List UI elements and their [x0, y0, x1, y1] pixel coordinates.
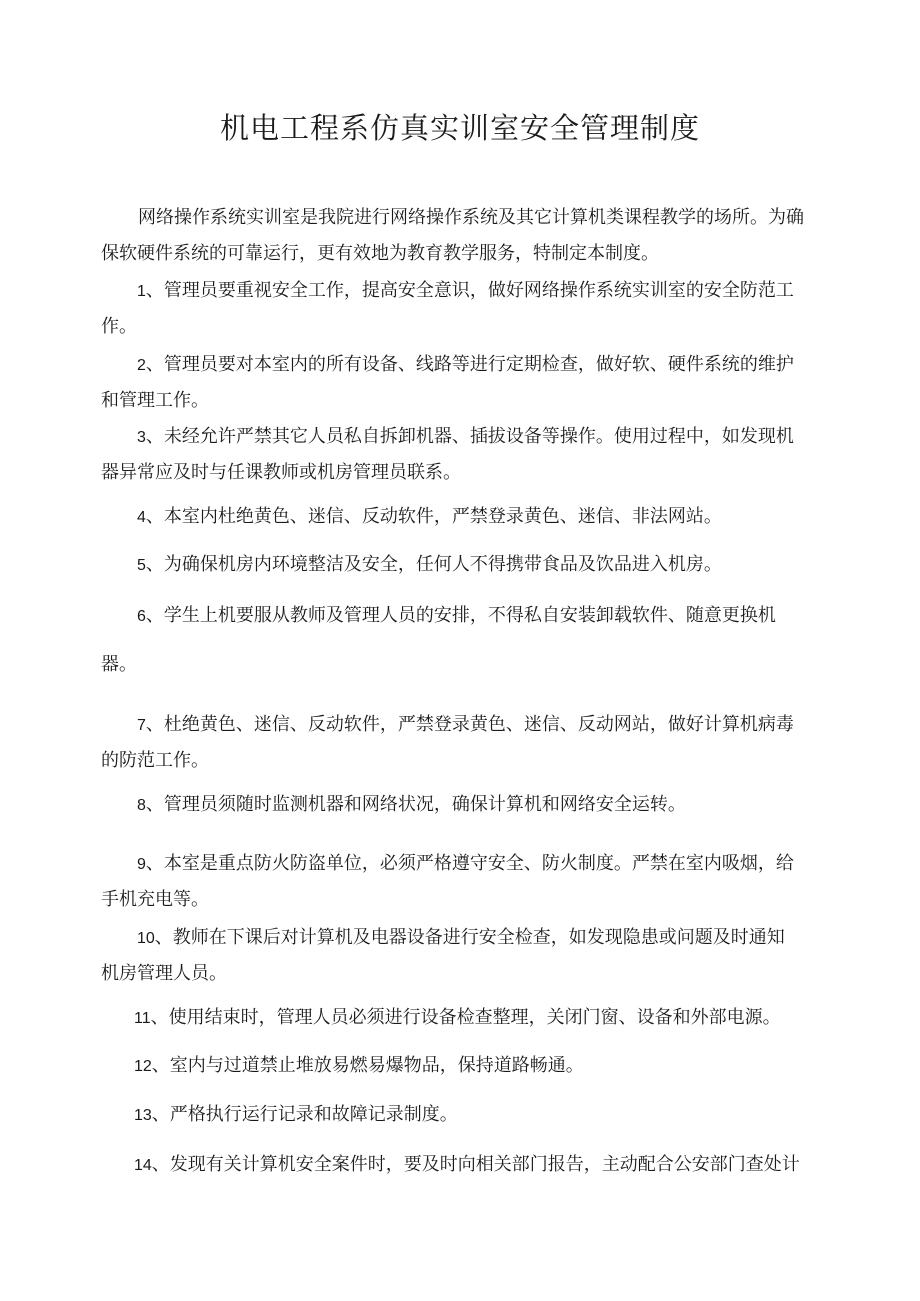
rule-9-line-2: 手机充电等。: [101, 889, 209, 910]
rule-2-number: 2: [137, 357, 146, 374]
rule-1-line-1: [137, 279, 794, 304]
rule-2-line-2: 和管理工作。: [101, 390, 209, 411]
rule-10-line-1: [137, 926, 785, 951]
rule-6-line-2: 器。: [101, 654, 137, 675]
rule-10-line-2: 机房管理人员。: [101, 963, 227, 984]
rule-10-text: 、教师在下课后对计算机及电器设备进行安全检查，如发现隐患或问题及时通知: [154, 927, 785, 948]
rule-13-line-1: [134, 1103, 458, 1128]
rule-13-text: 、严格执行运行记录和故障记录制度。: [151, 1104, 458, 1125]
rule-11-line-1: [134, 1006, 781, 1031]
rule-3-text: 、未经允许严禁其它人员私自拆卸机器、插拔设备等操作。使用过程中，如发现机: [145, 426, 794, 447]
rule-7-number: 7: [137, 717, 146, 734]
rule-7-line-1: [137, 713, 794, 738]
rule-14-number: 14: [134, 1157, 152, 1174]
rule-7-line-2: 的防范工作。: [101, 750, 209, 771]
rule-8-line-1: [137, 793, 686, 818]
rule-11-text: 、使用结束时，管理人员必须进行设备检查整理，关闭门窗、设备和外部电源。: [150, 1007, 781, 1028]
rule-9-number: 9: [137, 856, 146, 873]
rule-12-line-1: [134, 1054, 584, 1079]
rule-6-number: 6: [137, 608, 146, 625]
rule-6-line-1: [137, 604, 776, 629]
rule-14-text: 、发现有关计算机安全案件时，要及时向相关部门报告，主动配合公安部门查处计: [151, 1154, 800, 1175]
rule-6-text: 、学生上机要服从教师及管理人员的安排，不得私自安装卸载软件、随意更换机: [145, 605, 776, 626]
rule-4-number: 4: [137, 509, 146, 526]
intro-line-2: 保软硬件系统的可靠运行，更有效地为教育教学服务，特制定本制度。: [101, 243, 659, 264]
rule-5-number: 5: [137, 557, 146, 574]
rule-2-line-1: [137, 353, 794, 378]
rule-1-line-2: 作。: [101, 316, 137, 337]
rule-2-text: 、管理员要对本室内的所有设备、线路等进行定期检查，做好软、硬件系统的维护: [145, 354, 794, 375]
rule-4-line-1: [137, 505, 722, 530]
rule-3-line-1: [137, 425, 794, 450]
rule-9-line-1: [137, 852, 794, 877]
rule-11-number: 11: [134, 1010, 151, 1027]
rule-4-text: 、本室内杜绝黄色、迷信、反动软件，严禁登录黄色、迷信、非法网站。: [145, 506, 722, 527]
rule-13-number: 13: [134, 1107, 152, 1124]
rule-9-text: 、本室是重点防火防盗单位，必须严格遵守安全、防火制度。严禁在室内吸烟，给: [145, 853, 794, 874]
rule-3-line-2: 器异常应及时与任课教师或机房管理员联系。: [101, 462, 461, 483]
rule-8-number: 8: [137, 797, 146, 814]
page-title: 机电工程系仿真实训室安全管理制度: [219, 111, 700, 145]
rule-5-text: 、为确保机房内环境整洁及安全，任何人不得携带食品及饮品进入机房。: [145, 554, 722, 575]
rule-12-text: 、室内与过道禁止堆放易燃易爆物品，保持道路畅通。: [151, 1055, 584, 1076]
rule-10-number: 10: [137, 930, 155, 947]
intro-line-1: 网络操作系统实训室是我院进行网络操作系统及其它计算机类课程教学的场所。为确: [138, 207, 804, 228]
rule-12-number: 12: [134, 1058, 152, 1075]
rule-5-line-1: [137, 553, 722, 578]
rule-14-line-1: [134, 1153, 800, 1178]
rule-1-text: 、管理员要重视安全工作，提高安全意识，做好网络操作系统实训室的安全防范工: [145, 280, 794, 301]
rule-1-number: 1: [137, 283, 146, 300]
rule-3-number: 3: [137, 429, 146, 446]
rule-7-text: 、杜绝黄色、迷信、反动软件，严禁登录黄色、迷信、反动网站，做好计算机病毒: [145, 714, 794, 735]
rule-8-text: 、管理员须随时监测机器和网络状况，确保计算机和网络安全运转。: [145, 794, 686, 815]
